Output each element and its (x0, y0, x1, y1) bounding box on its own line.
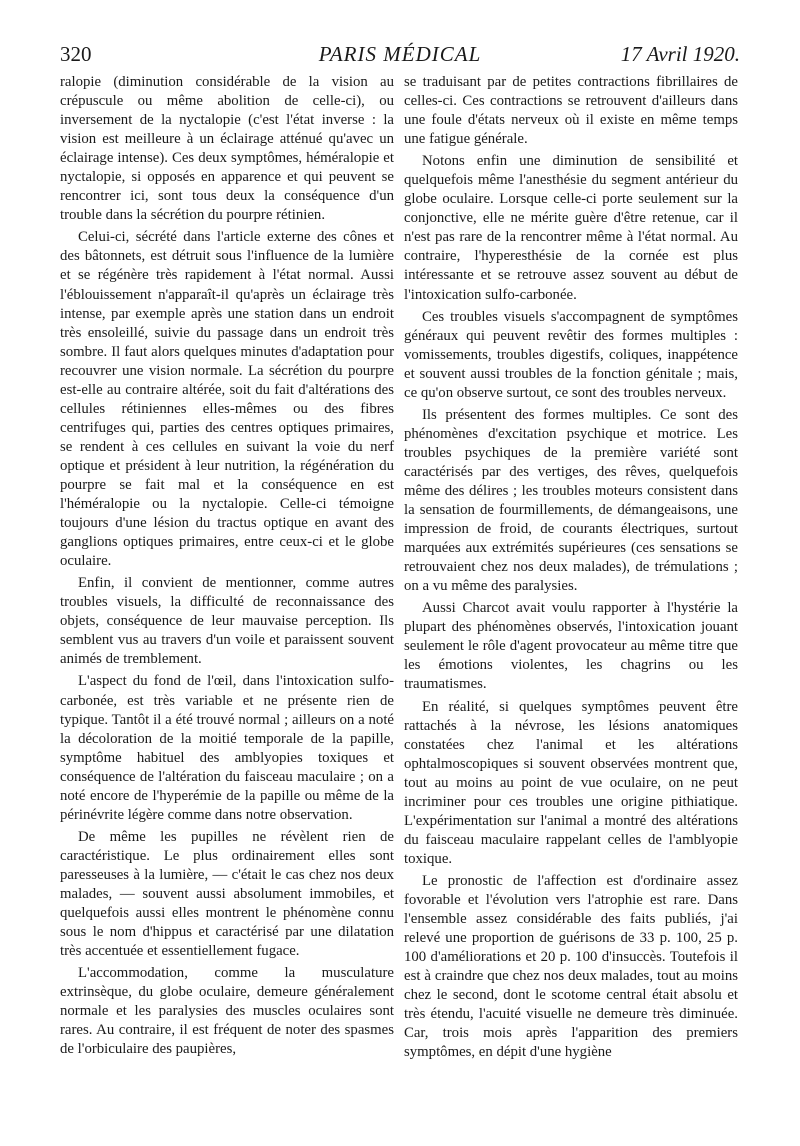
paragraph: Aussi Charcot avait voulu rapporter à l'hystérie la plupart des phénomènes observés, l'intoxication jouant seulement le rôle d'agent provocateur au même titre que les émotions violentes, les chagrins ou les traumatismes. (404, 600, 738, 693)
paragraph: En réalité, si quelques symptômes peuvent être rattachés à la névrose, les lésions anatomiques constatées chez l'animal et les altérations ophtalmoscopiques si souvent observées montrent que, tout au moins au point de vue oculaire, on ne peut incriminer pour ces troubles une origine pithiatique. L'expérimentation sur l'animal a montré des altérations du faisceau maculaire rappelant celles de l'amblyopie toxique. (404, 698, 738, 867)
right-column (404, 73, 738, 1065)
paragraph: Le pronostic de l'affection est d'ordinaire assez fovorable et l'évolution vers l'atrophie est rare. Dans l'ensemble assez considérable des faits publiés, j'ai relevé une proportion de guérisons de 33 p. 100, 25 p. 100 d'améliorations et 20 p. 100 d'insuccès. Toutefois il est à craindre que chez nos deux malades, tout au moins chez le second, dont le scotome central était absolu et très étendu, l'acuité visuelle ne demeure très diminuée. Car, trois mois après l'apparition des premiers symptômes, en dépit d'une hygiène (404, 872, 738, 1061)
paragraph: Ces troubles visuels s'accompagnent de symptômes généraux qui peuvent revêtir des formes multiples : vomissements, troubles digestifs, coliques, inappétence et souvent aussi troubles de la fonction génitale ; mais, ce qu'on observe surtout, ce sont des troubles nerveux. (404, 308, 738, 401)
paragraph: L'aspect du fond de l'œil, dans l'intoxication sulfo-carbonée, est très variable et ne présente rien de typique. Tantôt il a été trouvé normal ; ailleurs on a noté la décoloration de la moitié temporale de la papille, symptôme habituel des amblyopies toxiques et conséquence de l'altération du faisceau maculaire ; on a noté encore de l'hyperémie de la papille ou même de la périnévrite légère comme dans notre observation. (60, 673, 394, 823)
left-column (60, 73, 394, 1062)
paragraph: L'accommodation, comme la musculature extrinsèque, du globe oculaire, demeure généralement normale et les paralysies des muscles oculaires sont rares. Au contraire, il est fréquent de noter des spasmes de l'orbiculaire des paupières, (60, 965, 394, 1058)
paragraph: ralopie (diminution considérable de la vision au crépuscule ou même abolition de celle-ci), ou inversement de la nyctalopie (c'est l'état inverse : la vision est meilleure à un éclairage atténué qu'avec un éclairage intense). Ces deux symptômes, héméralopie et nyctalopie, si opposés en apparence et qui peuvent se rencontrer ici, sont tous deux la conséquence d'un trouble dans la sécrétion du pourpre rétinien. (60, 74, 394, 224)
paragraph: Enfin, il convient de mentionner, comme autres troubles visuels, la difficulté de reconnaissance des objets, conséquence de leur mauvaise perception. Ils semblent vus au travers d'un voile et paraissent souvent animés de tremblement. (60, 575, 394, 668)
paragraph: De même les pupilles ne révèlent rien de caractéristique. Le plus ordinairement elles sont paresseuses à la lumière, — c'était le cas chez nos deux malades, — souvent aussi absolument immobiles, et quelquefois aussi elles montrent le phénomène connu sous le nom d'hippus et caractérisé par une dilatation très accentuée et essentiellement fugace. (60, 828, 394, 960)
paragraph: Ils présentent des formes multiples. Ce sont des phénomènes d'excitation psychique et motrice. Les troubles psychiques de la première variété sont caractérisés par des vertiges, des rêves, quelquefois même des délires ; les troubles moteurs consistent dans la sensation de fourmillements, de démangeaisons, une impression de froid, de courants électriques, surtout marquées aux extrémités supérieures (ces sensations se retrouvaient chez nos deux malades), de trémulations ; on a vu même des paralysies. (404, 406, 738, 595)
issue-date: 17 Avril 1920. (620, 42, 740, 66)
paragraph: Notons enfin une diminution de sensibilité et quelquefois même l'anesthésie du segment antérieur du globe oculaire. Lorsque celle-ci porte seulement sur la conjonctive, elle ne mérite guère d'être retenue, car il n'est pas rare de la rencontrer même à l'état normal. Au contraire, l'hyperesthésie de la cornée est plus intéressante et se retrouve assez souvent au début de l'intoxication sulfo-carbonée. (404, 153, 738, 303)
paragraph: Celui-ci, sécrété dans l'article externe des cônes et des bâtonnets, est détruit sous l'influence de la lumière et se régénère très rapidement à l'état normal. Aussi l'éblouissement n'apparaît-il qu'après un éclairage très intense, par exemple après une station dans un endroit très ensoleillé, suivie du passage dans un endroit très sombre. Il faut alors quelques minutes d'adaptation pour recouvrer une vision normale. La sécrétion du pourpre est-elle au contraire altérée, soit du fait d'altérations des cellules rétiniennes elles-mêmes ou des fibres centrifuges qui, parties des centres optiques primaires, se rendent à ces cellules en suivant la voie du nerf optique et président à leur nutrition, la régénération du pourpre se fait mal et la conséquence en est l'héméralopie ou la nyctalopie. Celle-ci témoigne toujours d'une lésion du tractus optique en avant des ganglions optiques primaires, entre ceux-ci et le globe oculaire. (60, 229, 394, 570)
page-number: 320 (60, 42, 92, 66)
page-header (60, 42, 740, 72)
paragraph: se traduisant par de petites contractions fibrillaires de celles-ci. Ces contractions se retrouvent d'ailleurs dans une foule d'états nerveux où il existe en même temps une fatigue générale. (404, 74, 738, 148)
journal-title: PARIS MÉDICAL (318, 42, 482, 66)
